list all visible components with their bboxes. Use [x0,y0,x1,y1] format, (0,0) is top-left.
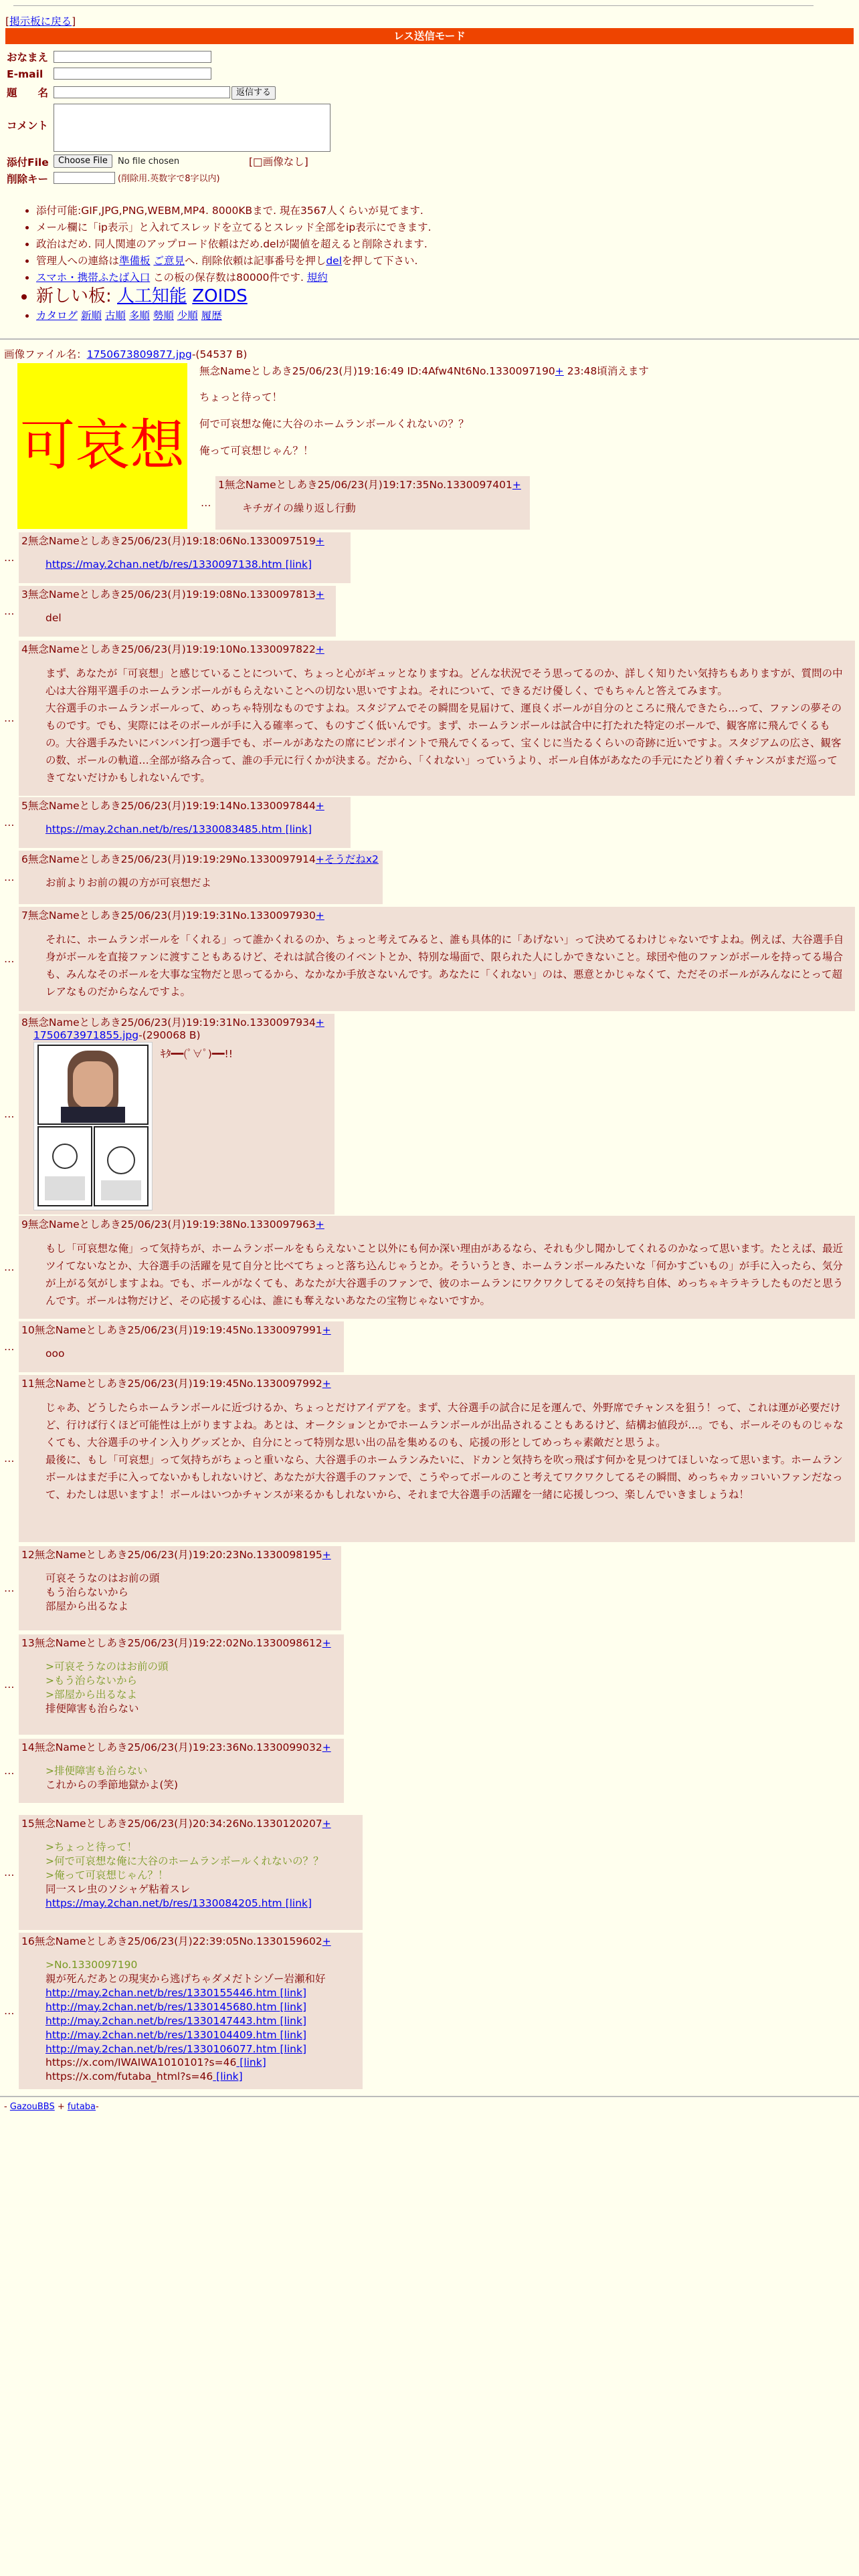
post-author: としあき [86,1378,128,1390]
sort-few-link[interactable]: 少順 [177,310,198,322]
reply-line [45,558,340,572]
post-subject: 無念 [27,1016,49,1029]
reply-header [21,1548,331,1562]
post-no: No.1330120207 [239,1818,322,1830]
reply-body [45,931,844,1000]
del-link[interactable]: del [326,255,343,267]
reply-url-link[interactable]: http://may.2chan.net/b/res/1330147443.htm [45,2014,277,2027]
quote-line: >可哀そうなのはお前の頭 [45,1660,169,1673]
reply-link-tag[interactable]: [link] [276,2000,306,2013]
reply-body [45,876,372,890]
post-no: No.1330098195 [239,1549,322,1561]
reply-header [21,1741,331,1755]
post-author: としあき [86,1818,128,1830]
reply-plus-link[interactable]: + [322,1637,331,1649]
reply-plus-link[interactable]: + [315,909,324,922]
post-author: としあき [79,909,121,922]
reply-line: 部屋から出るなよ [45,1600,129,1612]
post-no: No.1330097963 [232,1218,316,1230]
back-link[interactable]: 掲示板に戻る [9,15,72,27]
reply-post [19,532,351,583]
reply-link-tag[interactable]: [link] [282,1897,312,1909]
delkey-note: (削除用.英数字で8字以内) [118,174,220,184]
quote-line: >俺って可哀想じゃん？！ [45,1868,169,1881]
reply-url-text: https://x.com/futaba_html?s=46 [45,2070,213,2083]
post-no: No.1330097822 [232,643,316,655]
post-subject: 無念 [34,1378,56,1390]
reply-line: 排便障害も治らない [45,1702,139,1715]
post-author: としあき [79,535,121,547]
post-no: No.1330097844 [232,800,316,812]
post-name: Name [55,1818,86,1830]
reply-plus-link[interactable]: + [322,1935,331,1947]
reply-file-info [33,1029,201,1043]
op-image-info: 画像ファイル名：1750673809877.jpg-(54537 B) [4,348,248,360]
reply-header [21,799,324,813]
post-name: Name [48,643,80,655]
comment-textarea[interactable] [54,104,330,152]
post-number: 11 [21,1378,35,1390]
choose-file-button[interactable]: Choose File [54,154,112,168]
reply-post [19,1321,344,1372]
post-name: Name [48,588,80,601]
reply-post [19,1216,855,1319]
post-no: No.1330097991 [239,1324,322,1336]
reply-plus-link[interactable]: + [315,800,324,812]
reply-header [21,1016,324,1030]
board-link-ai[interactable]: 人工知能 [117,286,187,306]
post-author: としあき [276,479,318,491]
reply-line: del [45,612,62,624]
reply-indent-dots: … [4,1108,15,1120]
reply-body [45,1958,352,2084]
reply-body [45,1399,844,1503]
reply-body [161,1047,324,1061]
reply-plus-link[interactable]: + [322,1549,331,1561]
post-author: としあき [86,1935,128,1947]
email-label: E-mail [7,68,43,80]
post-author: としあき [79,1218,121,1230]
reply-header [21,1935,331,1949]
opinion-link[interactable]: ご意見 [153,255,185,267]
comment-label: コメント [7,120,49,132]
divider [0,338,859,340]
post-number: 3 [21,588,28,601]
reply-indent-dots: … [4,817,15,829]
post-name: Name [245,479,276,491]
reply-line: じゃあ、どうしたらホームランボールに近づけるか、ちょっとだけアイデアを。まず、大谷選手の試合に足を運んで、外野席でチャンスを狙う！って、これは運が必要だけど、行けば行くほど可能性は上がりますよね。あとは、オークションとかでホームランボールが出品されることもあるけど、結構お値段が…。でも、ボールそのものじゃなくても、大谷選手のサイン入りグッズとか、自分にとって特別な思い出の品を集めるのも、応援の形としてめっちゃ素敵だと思うよ。 [45,1402,844,1448]
reply-post [19,1739,344,1803]
post-name: Name [48,800,80,812]
post-subject: 無念 [27,588,49,601]
reply-link-tag[interactable]: [link] [276,2028,306,2041]
reply-plus-link[interactable]: + [315,643,324,655]
reply-line [45,1897,352,1911]
post-no: No.1330097934 [232,1016,316,1029]
reply-plus-link[interactable]: + [322,1324,331,1336]
rule-item: • 政治はだめ. 同人関連のアップロード依頼はだめ.delが閾値を超えると削除されます. [36,236,432,253]
sort-old-link[interactable]: 古順 [104,310,126,322]
sodane-link[interactable]: そうだねx2 [324,853,379,865]
reply-line: 最後に、もし「可哀想」って気持ちがちょっと重いなら、大谷選手のホームランみたいに、ドカンと気持ちを吹っ飛ばす何かを見つけてほしいなって思います。ホームランボールはまだ手に入ってないかもしれないけど、あなたが大谷選手のファンで、こうやってボールのこと考えてワクワクしてるその瞬間、めっちゃカッコいいファンだなって、わたしは思いますよ！ボールはいつかチャンスが来るかもしれないから、それまで大谷選手の活躍を一緒に応援しつつ、楽しんでいきましょうね！ [45,1454,843,1501]
op-line: 何で可哀想な俺に大谷のホームランボールくれないの？？ [199,418,469,430]
reply-plus-link[interactable]: + [315,1016,324,1029]
post-datetime: 25/06/23(月)19:19:08 [120,588,233,601]
quote-line: >排便障害も治らない [45,1765,148,1777]
reply-indent-dots: … [4,1765,15,1777]
post-name: Name [48,1218,80,1230]
reply-header [21,1817,331,1831]
reply-post [19,907,855,1011]
post-number: 15 [21,1818,35,1830]
post-author: としあき [86,1637,128,1649]
reply-link-tag[interactable]: [link] [282,558,312,570]
sort-new-link[interactable]: 新順 [80,310,102,322]
post-datetime: 25/06/23(月)22:39:05 [127,1935,240,1947]
quote-line: >何で可哀想な俺に大谷のホームランボールくれないの？？ [45,1854,324,1867]
reply-link-tag[interactable]: [link] [276,2042,306,2055]
reply-mode-banner: レス送信モード [5,28,854,44]
reply-line [45,2042,352,2056]
reply-body [45,1572,330,1614]
post-subject: 無念 [34,1637,56,1649]
reply-post [19,1634,344,1735]
reply-post [19,586,336,637]
post-datetime: 25/06/23(月)19:19:29 [120,853,233,865]
reply-thumbnail[interactable] [33,1042,153,1210]
reply-url-link[interactable]: http://may.2chan.net/b/res/1330155446.htm [45,1986,277,1999]
reply-indent-dots: … [4,605,15,617]
reply-url-link[interactable]: https://may.2chan.net/b/res/1330083485.htm [45,823,282,835]
post-author: としあき [86,1324,128,1336]
post-number: 14 [21,1741,35,1753]
subject-input[interactable] [54,86,230,98]
reply-plus-link[interactable]: + [322,1818,331,1830]
reply-header [21,1323,331,1337]
post-subject: 無念 [27,643,49,655]
gazoubbs-link[interactable]: GazouBBS [9,2102,55,2112]
reply-url-text: https://x.com/IWAIWA1010101?s=46 [45,2056,237,2069]
reply-post [19,1375,855,1542]
mobile-entry-link[interactable]: スマホ・携帯ふたば入口 [36,272,151,284]
submit-button[interactable]: 返信する [231,86,276,100]
reply-header [21,534,324,548]
reply-body [45,1660,333,1716]
file-status: No file chosen [118,156,180,167]
post-no: No.1330097813 [232,588,316,601]
footer: - GazouBBS + futaba- [4,2102,99,2112]
post-number: 2 [21,535,28,547]
reply-indent-dots: … [4,1261,15,1273]
reply-post [19,851,383,904]
new-boards-label: 新しい板: [36,286,112,306]
op-line: 俺って可哀想じゃん？！ [199,445,314,457]
reply-file-size: -(290068 B) [138,1029,201,1041]
post-datetime: 25/06/23(月)19:23:36 [127,1741,240,1753]
quote-line: >部屋から出るなよ [45,1688,137,1701]
post-number: 9 [21,1218,28,1230]
reply-line [45,2028,352,2042]
reply-indent-dots: … [4,1582,15,1594]
post-no: No.1330097519 [232,535,316,547]
post-datetime: 25/06/23(月)19:19:31 [120,1016,233,1029]
post-name: Name [55,1549,86,1561]
post-no: No.1330098612 [239,1637,322,1649]
reply-line: ｷﾀ━━(ﾟ∀ﾟ)━━!! [161,1048,233,1060]
reply-plus-link[interactable]: + [322,1741,331,1753]
post-name: Name [48,909,80,922]
reply-line [45,2014,352,2028]
post-datetime: 25/06/23(月)19:19:45 [127,1324,240,1336]
reply-header [21,1218,324,1232]
reply-url-link[interactable]: https://may.2chan.net/b/res/1330084205.htm [45,1897,282,1909]
rule-item: • メール欄に「ip表示」と入れてスレッドを立てるとスレッド全部をip表示にできます. [36,219,432,236]
reply-header [21,1377,331,1391]
post-subject: 無念 [34,1741,56,1753]
file-label: 添付File [7,156,49,169]
post-subject: 無念 [27,909,49,922]
reply-body [45,611,325,625]
reply-link-tag[interactable]: [link] [276,1986,306,1999]
post-number: 5 [21,800,28,812]
reply-line: キチガイの繰り返し行動 [242,502,356,514]
reply-post [215,476,530,530]
reply-indent-dots: … [4,2005,15,2017]
post-no: No.1330097992 [239,1378,322,1390]
post-number: 12 [21,1549,35,1561]
reply-post [19,641,855,796]
post-datetime: 25/06/23(月)19:19:31 [120,909,233,922]
reply-header [21,853,379,867]
post-author: としあき [86,1549,128,1561]
rule-item: • 添付可能:GIF,JPG,PNG,WEBM,MP4. 8000KBまで. 現在3567人くらいが見てます. [36,203,432,219]
board-link-zoids[interactable]: ZOIDS [192,286,248,306]
post-no: No.1330097401 [429,479,512,491]
post-author: としあき [79,588,121,601]
rule-item: • 管理人への連絡は準備板 ご意見へ. 削除依頼は記事番号を押しdelを押して下さい. [36,253,432,270]
reply-line: これからの季節地獄かよ(笑) [45,1778,179,1791]
post-subject: 無念 [34,1324,56,1336]
post-subject: 無念 [27,535,49,547]
post-name: Name [55,1637,86,1649]
reply-url-link[interactable]: http://may.2chan.net/b/res/1330145680.htm [45,2000,277,2013]
catalog-link[interactable]: カタログ [36,310,78,322]
op-header: 無念Nameとしあき25/06/23(月)19:16:49 ID:4Afw4Nt6No.1330097190+ 23:48頃消えます [199,365,649,377]
reply-link-tag[interactable]: [link] [282,823,312,835]
reply-line: まず、あなたが「可哀想」と感じていることについて、ちょっと心がギュッとなりますね。どんな状況でそう思ってるのか、詳しく知りたい気持ちもありますが、質問の中心は大谷翔平選手のホームランボールがもらえないことへの切ない思いですよね。それについて、できるだけ優しく、でもちゃんと答えてみます。 [45,667,843,697]
post-number: 4 [21,643,28,655]
post-datetime: 25/06/23(月)19:22:02 [127,1637,240,1649]
reply-body [45,1764,333,1792]
reply-link-tag[interactable]: [link] [276,2014,306,2027]
reply-plus-link[interactable]: + [512,479,521,491]
reply-line: もう治らないから [45,1586,129,1598]
post-number: 7 [21,909,28,922]
reply-indent-dots: … [201,497,211,509]
post-subject: 無念 [34,1935,56,1947]
reply-plus-link[interactable]: + [315,1218,324,1230]
post-datetime: 25/06/23(月)19:19:14 [120,800,233,812]
quote-line: >ちょっと待って！ [45,1841,137,1853]
back-to-board-link[interactable]: [掲示板に戻る] [5,15,76,27]
post-author: としあき [79,800,121,812]
reply-plus-link[interactable]: + [315,588,324,601]
reply-line [45,2070,352,2084]
subject-label: 題 名 [7,87,49,99]
reply-line [45,2000,352,2014]
reply-body [45,1840,352,1911]
post-datetime: 25/06/23(月)19:18:06 [120,535,233,547]
reply-image-link[interactable]: 1750673971855.jpg [33,1029,139,1041]
reply-line: ooo [45,1348,65,1360]
reply-line [45,1986,352,2000]
reply-line: 親が死んだあとの現実から逃げちゃダメだトシゾー岩瀬和好 [45,1972,326,1985]
reply-line: 大谷選手のホームランボールって、めっちゃ特別なものですよね。スタジアムでその瞬間を見届けて、運良くボールが自分のところに飛んできたら…って、ファンの夢そのものです。でも、実際にはそのボールが手に入る確率って、ものすごく低いんです。まず、ホームランボールは試合中に打たれた特定のボールで、観客席に飛んでくるもの。大谷選手みたいにバンバン打つ選手でも、ボールがあなたの席にピンポイントで飛んでくるって、宝くじに当たるくらいの奇跡に近いですよ。スタジアムの広さ、観客の数、ボールの軌道…全部が絡み合って、誰の手元に行くかが決まる。だから、「くれない」っていうより、ボール自体があなたの手元にたどり着くチャンスがまだ巡ってきてないだけかもしれないんです。 [45,702,842,784]
sort-many-link[interactable]: 多順 [128,310,150,322]
post-subject: 無念 [34,1549,56,1561]
op-image-text: 可哀想 [19,413,185,477]
post-subject: 無念 [27,853,49,865]
post-subject: 無念 [27,800,49,812]
bottom-divider [0,2096,859,2097]
top-divider [13,5,814,6]
quote-line: >もう治らないから [45,1674,137,1687]
post-name: Name [48,1016,80,1029]
reply-plus-link[interactable]: + [315,535,324,547]
post-datetime: 25/06/23(月)20:34:26 [127,1818,240,1830]
post-datetime: 25/06/23(月)19:19:10 [120,643,233,655]
reply-plus-link[interactable]: + [322,1378,331,1390]
reply-post [19,1546,341,1630]
post-datetime: 25/06/23(月)19:19:45 [127,1378,240,1390]
op-image-link[interactable]: 1750673809877.jpg [86,348,192,360]
reply-indent-dots: … [4,1341,15,1353]
reply-line: 可哀そうなのはお前の頭 [45,1572,160,1584]
post-name: Name [55,1378,86,1390]
delkey-label: 削除キー [7,173,49,185]
reply-line: 同一スレ虫のソシャゲ粘着スレ [45,1883,191,1895]
name-label: おなまえ [7,51,49,64]
reply-url-link[interactable]: http://may.2chan.net/b/res/1330106077.htm [45,2042,277,2055]
post-datetime: 25/06/23(月)19:20:23 [127,1549,240,1561]
reply-header [21,588,324,602]
reply-body [45,665,844,786]
reply-header [218,478,521,492]
reply-link-tag[interactable]: [link] [213,2070,243,2083]
reply-post [19,1815,363,1930]
reply-plus-link[interactable]: + [315,853,324,865]
reply-url-link[interactable]: http://may.2chan.net/b/res/1330104409.htm [45,2028,277,2041]
reply-indent-dots: … [4,953,15,965]
post-no: No.1330097930 [232,909,316,922]
post-name: Name [55,1324,86,1336]
rules-list [21,203,432,286]
sort-momentum-link[interactable]: 勢順 [153,310,174,322]
post-no: No.1330097914 [232,853,316,865]
reply-post [19,1014,335,1214]
reply-indent-dots: … [4,712,15,724]
reply-line: お前よりお前の親の方が可哀想だよ [45,877,212,889]
reply-body [242,502,519,516]
reply-body [45,823,340,837]
op-line: ちょっと待って！ [199,391,283,403]
reply-indent-dots: … [4,871,15,883]
post-number: 10 [21,1324,35,1336]
prep-board-link[interactable]: 準備板 [119,255,151,267]
post-number: 13 [21,1637,35,1649]
history-link[interactable]: 履歴 [201,310,222,322]
reply-indent-dots: … [4,1453,15,1465]
post-no: No.1330099032 [239,1741,322,1753]
catalog-nav [21,308,222,324]
post-name: Name [48,853,80,865]
reply-body [45,1347,333,1361]
quote-line: >No.1330097190 [45,1959,138,1971]
reply-post [19,797,351,848]
reply-post [19,1933,363,2089]
reply-header [21,643,324,657]
reply-header [21,1636,331,1650]
reply-body [45,558,340,572]
reply-header [21,909,324,923]
reply-line [45,2056,352,2070]
post-no: No.1330159602 [239,1935,322,1947]
post-name: Name [55,1935,86,1947]
delkey-input[interactable] [54,172,115,184]
reply-link-tag[interactable]: [link] [236,2056,266,2069]
post-name: Name [48,535,80,547]
op-plus-link[interactable]: + [555,365,564,377]
post-subject: 無念 [34,1818,56,1830]
post-author: としあき [79,853,121,865]
post-number: 8 [21,1016,28,1029]
no-image-checkbox[interactable]: [□画像なし] [249,156,308,168]
reply-indent-dots: … [4,1679,15,1691]
post-number: 1 [218,479,225,491]
post-datetime: 25/06/23(月)19:19:38 [120,1218,233,1230]
post-subject: 無念 [27,1218,49,1230]
futaba-link[interactable]: futaba [67,2102,96,2112]
op-image[interactable] [17,363,187,529]
reply-line: それに、ホームランボールを「くれる」って誰かくれるのか、ちょっと考えてみると、誰も具体的に「あげない」って決めてるわけじゃないですよね。例えば、大谷選手自身がボールを直接ファンに渡すこともあるけど、それは試合後のイベントとか、特別な場面で、限られた人にしかできないこと。球団や他のファンがボールを持ってる場合も、みんなそのボールを大事な宝物だと思ってるから、なかなか手放さないんです。あなたに「くれない」のは、悪意とかじゃなくて、ただそのボールがみんなにとって超レアなものだからなんですよ。 [45,934,844,998]
reply-line: もし「可哀想な俺」って気持ちが、ホームランボールをもらえないこと以外にも何か深い理由があるなら、それも少し聞かしてくれるのかなって思います。たとえば、最近ツイてないなとか、大谷選手の活躍を見て自分と比べてちょっと落ち込んじゃうとか。そういうとき、ホームランボールみたいな「何かすごいもの」が手に入ったら、気分が上がる気がしますよね。でも、ボールがなくても、あなたが大谷選手のファンで、彼のホームランにワクワクしてるその気持ち自体、めっちゃキラキラしたものだと思うんです。ボールは物だけど、その応援する心は、誰にも奪えないあなたの宝物じゃないですか。 [45,1243,844,1307]
post-author: としあき [79,1016,121,1029]
name-input[interactable] [54,51,211,63]
post-name: Name [55,1741,86,1753]
reply-url-link[interactable]: https://may.2chan.net/b/res/1330097138.htm [45,558,282,570]
post-subject: 無念 [224,479,246,491]
reply-indent-dots: … [4,552,15,564]
rule-item: • スマホ・携帯ふたば入口 この板の保存数は80000件です. 規約 [36,270,432,286]
terms-link[interactable]: 規約 [306,272,328,284]
post-author: としあき [79,643,121,655]
post-author: としあき [86,1741,128,1753]
post-datetime: 25/06/23(月)19:17:35 [317,479,430,491]
manga-thumbnail-icon [34,1043,152,1210]
post-number: 6 [21,853,28,865]
reply-line [45,823,340,837]
email-input[interactable] [54,68,211,80]
reply-indent-dots: … [4,1866,15,1879]
post-number: 16 [21,1935,35,1947]
reply-body [45,1240,844,1309]
new-boards [21,285,248,308]
